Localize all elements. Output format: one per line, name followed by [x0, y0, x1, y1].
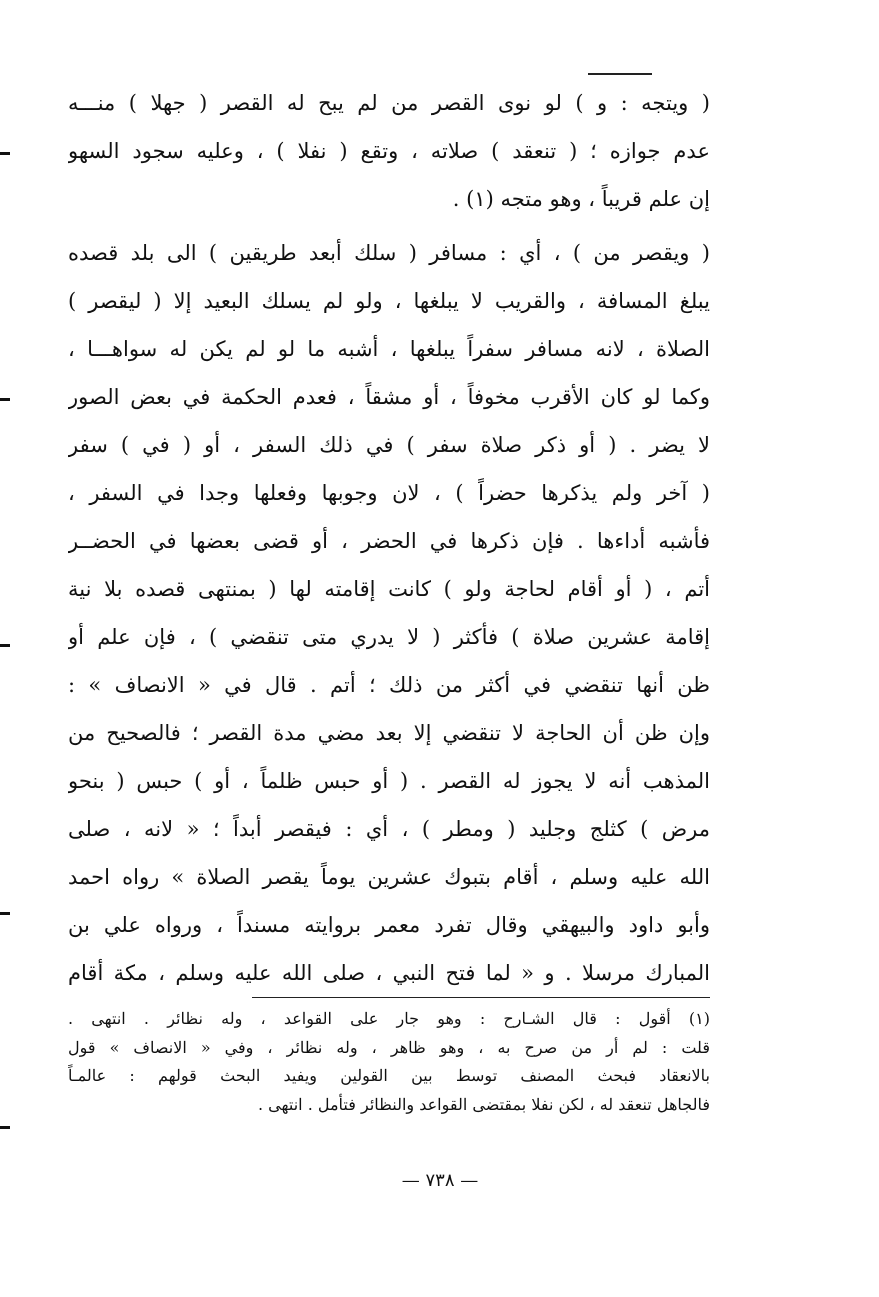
- body-line: عدم جوازه ؛ ( تنعقد ) صلاته ، وتقع ( نفلا ) ، وعليه سجود السهو: [68, 139, 710, 163]
- body-line: يبلغ المسافة ، والقريب لا يبلغها ، ولو لم يسلك البعيد إلا ( ليقصر ): [68, 289, 710, 313]
- body-line: ( ويقصر من ) ، أي : مسافر ( سلك أبعد طريقين ) الى بلد قصده: [68, 241, 710, 265]
- body-line: مرض ) كثلج وجليد ( ومطر ) ، أي : فيقصر أبداً ؛ « لانه ، صلى: [68, 817, 710, 841]
- scan-edge-mark: [0, 398, 10, 401]
- body-line: فأشبه أداءها . فإن ذكرها في الحضر ، أو قضى بعضها في الحضــر: [68, 529, 710, 553]
- page-number: — ٧٣٨ —: [401, 1170, 479, 1191]
- scan-edge-mark: [0, 1126, 10, 1129]
- body-line: وكما لو كان الأقرب مخوفاً ، أو مشقاً ، فعدم الحكمة في بعض الصور: [68, 385, 710, 409]
- body-line: وأبو داود والبيهقي وقال تفرد معمر بروايته مسنداً ، ورواه علي بن: [68, 913, 710, 937]
- body-line: ظن أنها تنقضي في أكثر من ذلك ؛ أتم . قال في « الانصاف » :: [68, 673, 710, 697]
- body-line: وإن ظن أن الحاجة لا تنقضي إلا بعد مضي مدة القصر ؛ فالصحيح من: [68, 721, 710, 745]
- footnote-line: (١) أقول : قال الشـارح : وهو جار على القواعد ، وله نظائر . انتهى .: [68, 1009, 710, 1028]
- body-line: إن علم قريباً ، وهو متجه (١) .: [452, 187, 710, 211]
- body-line: الله عليه وسلم ، أقام بتبوك عشرين يوماً يقصر الصلاة » رواه احمد: [68, 865, 710, 889]
- footnote-line: فالجاهل تنعقد له ، لكن نفلا بمقتضى القواعد والنظائر فتأمل . انتهى .: [258, 1094, 710, 1114]
- scan-edge-mark: [0, 152, 10, 155]
- footnote-line: قلت : لم أر من صرح به ، وهو ظاهر ، وله نظائر ، وفي « الانصاف » قول: [68, 1037, 710, 1057]
- body-line: المبارك مرسلا . و « لما فتح النبي ، صلى الله عليه وسلم ، مكة أقام: [68, 961, 710, 985]
- body-line: لا يضر . ( أو ذكر صلاة سفر ) في ذلك السفر ، أو ( في ) سفر: [68, 433, 710, 457]
- body-line: أتم ، ( أو أقام لحاجة ولو ) كانت إقامته لها ( بمنتهى قصده بلا نية: [68, 577, 710, 601]
- body-line: المذهب أنه لا يجوز له القصر . ( أو حبس ظلماً ، أو ) حبس ( بنحو: [68, 769, 710, 793]
- body-line: إقامة عشرين صلاة ) فأكثر ( لا يدري متى تنقضي ) ، فإن علم أو: [68, 625, 710, 649]
- body-line: ( آخر ولم يذكرها حضراً ) ، لان وجوبها وفعلها وجدا في السفر ،: [68, 481, 710, 505]
- scan-edge-mark: [0, 644, 10, 647]
- footnote-separator: [252, 997, 710, 998]
- top-rule: [588, 73, 652, 75]
- footnote: [68, 1005, 710, 1119]
- scan-edge-mark: [0, 912, 10, 915]
- footnote-line: بالانعقاد فبحث المصنف توسط بين القولين ويفيد البحث قولهم : عالمـاً: [68, 1066, 710, 1085]
- body-line: الصلاة ، لانه مسافر سفراً يبلغها ، أشبه ما لو لم يكن له سواهـــا ،: [68, 337, 710, 361]
- body-line: ( ويتجه : و ) لو نوى القصر من لم يبح له القصر ( جهلا ) منـــه: [68, 91, 710, 115]
- body-text: [68, 80, 710, 998]
